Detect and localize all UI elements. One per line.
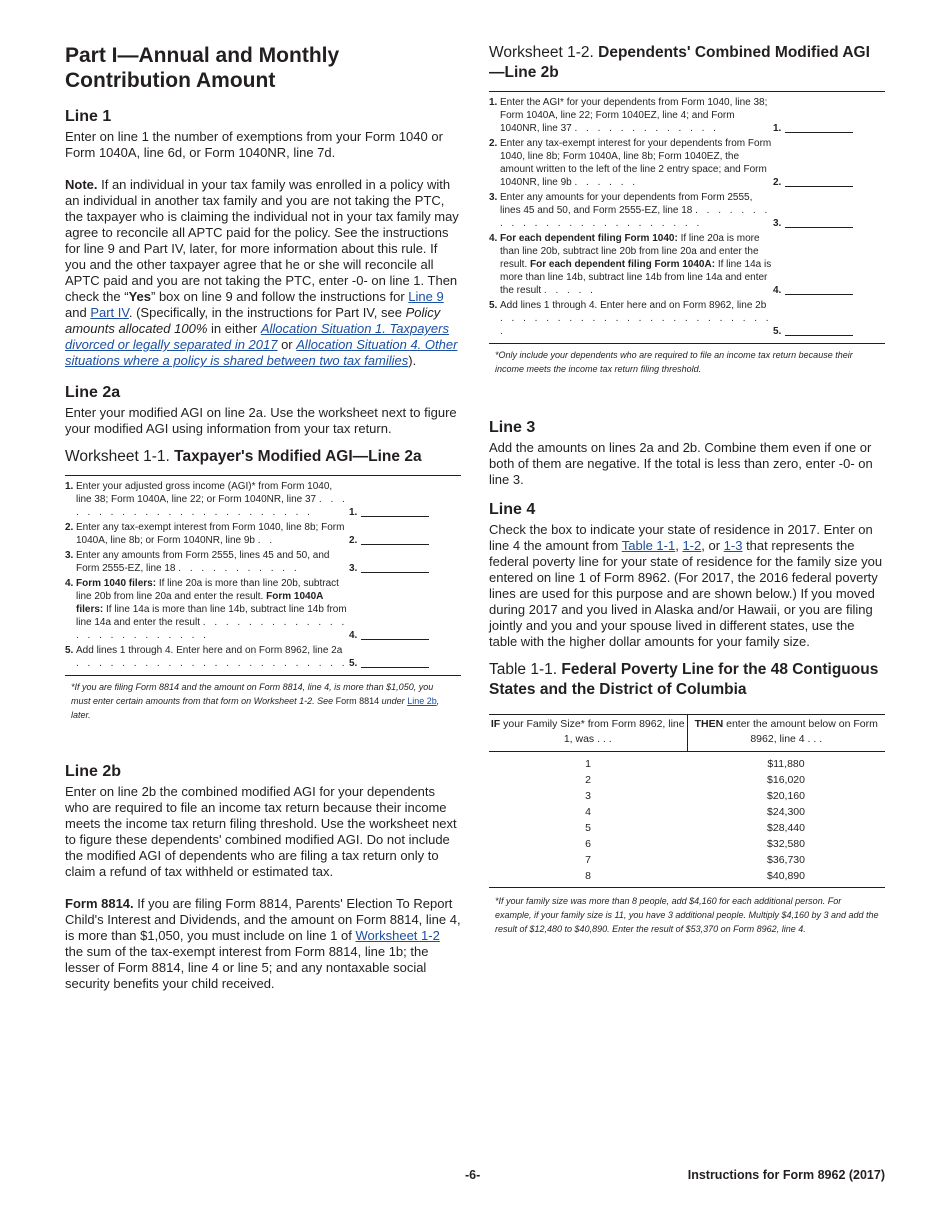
ws11-row-1 (65, 480, 461, 519)
family-size-cell: 4 (585, 806, 591, 818)
tbl-title-plain: Table 1-1. (489, 661, 562, 678)
header-text: your Family Size* from Form 8962, line 1, was . . . (500, 718, 685, 745)
ws-line-num: 4. (773, 285, 782, 296)
note-text: in either (207, 321, 261, 336)
note-text: and (65, 305, 91, 320)
line2a-heading: Line 2a (65, 384, 121, 401)
line1-note (65, 177, 461, 369)
amount-cell: $36,730 (767, 854, 805, 866)
left-column (65, 40, 461, 992)
ws12-row-1 (489, 96, 885, 135)
ws-text (500, 299, 773, 338)
ws12-line2-input[interactable] (785, 176, 853, 187)
ws-text (76, 549, 349, 575)
line2b-text: Enter on line 2b the combined modified AGI for your dependents who are required to file an income tax return because their income meets the income tax return filing threshold. Use the worksheet next to figure these dependents' combined modified AGI. Do not include the modified AGI of dependents who are filing a tax return only to claim a refund of tax withheld or estimated tax. (65, 784, 457, 879)
ws12-row-5 (489, 299, 885, 338)
note-text: or (277, 337, 297, 352)
form8814-text (65, 896, 461, 992)
ws-dots: . . . . . . . . . . . . . . . . . . . . . . . . . (500, 205, 771, 229)
table-1-3-link[interactable]: 1-3 (723, 538, 743, 553)
form8814-label: Form 8814. (65, 896, 134, 911)
family-size-cell: 3 (585, 790, 591, 802)
ws11-line3-input[interactable] (361, 562, 429, 573)
table-row (489, 868, 885, 888)
ws-text-body: Enter the AGI* for your dependents from Form 1040, line 38; Form 1040A, line 22; Form 1040EZ, line 4; and Form 1040NR, line 37 (500, 97, 768, 134)
amount-cell: $11,880 (767, 758, 805, 770)
worksheet-1-2-link[interactable]: Worksheet 1-2 (355, 928, 440, 943)
ws-dots: . . . . . . . . . . . . . . . . . . . . . . . . . (500, 313, 772, 337)
ws-text-body: Enter any amounts from Form 2555, lines 45 and 50, and Form 2555-EZ, line 18 (76, 550, 330, 574)
ws-line-num: 1. (349, 507, 358, 518)
ws-num: 1. (489, 97, 498, 108)
amount-cell: $16,020 (767, 774, 805, 786)
worksheet-1-1 (65, 475, 461, 676)
line4-body: that represents the federal poverty line for your state of residence for the family size you entered on line 1 of Form 8962. (For 2017, the 2016 federal poverty lines are used for this purpose and are shown below.) If you moved during 2017 and you lived in Alaska and/or Hawaii, or you are filing jointly and you and your spouse lived in different states, use the table with the higher dollar amounts for your family size. (489, 538, 883, 649)
note-label: Note. (65, 177, 98, 192)
ws-text-body: If line 20a is more than line 20b, subtract line 20b from line 20a and enter the result. (76, 578, 339, 602)
ws-text (500, 137, 773, 189)
line4-body: , (675, 538, 683, 553)
table-body (489, 752, 885, 888)
line1-heading: Line 1 (65, 108, 112, 125)
table-row (489, 788, 885, 804)
ws-dots: . . . . . (543, 285, 596, 296)
page-number: -6- (465, 1168, 481, 1182)
part4-link[interactable]: Part IV (90, 305, 129, 320)
table-1-1-title (489, 660, 885, 700)
ws-line-num: 5. (773, 326, 782, 337)
line9-link[interactable]: Line 9 (408, 289, 444, 304)
ws-text-body: Add lines 1 through 4. Enter here and on Form 8962, line 2b (500, 300, 767, 311)
worksheet-1-1-footnote (71, 680, 455, 722)
note-text: ” box on line 9 and follow the instructions for (151, 289, 409, 304)
ws-text (500, 191, 773, 230)
ws-text (76, 521, 349, 547)
amount-cell: $40,890 (687, 868, 885, 888)
policy-amounts-ref: Policy amounts allocated 100% (65, 305, 441, 336)
line4-text (489, 522, 885, 650)
ws-num: 5. (65, 645, 74, 656)
amount-cell: $28,440 (767, 822, 805, 834)
note-text: ). (408, 353, 417, 368)
ws-text (500, 96, 773, 135)
foot-text: under (379, 696, 408, 706)
ws-title-plain: Worksheet 1-2. (489, 44, 599, 61)
ws11-row-3 (65, 549, 461, 575)
amount-cell: $20,160 (767, 790, 805, 802)
ws-bold: For each dependent filing Form 1040A: (530, 259, 716, 270)
worksheet-1-1-title (65, 447, 461, 467)
header-bold: THEN (694, 718, 724, 730)
line2b-heading: Line 2b (65, 763, 122, 780)
worksheet-1-2-title (489, 43, 885, 83)
ws-text (76, 577, 349, 642)
family-size-cell: 7 (585, 854, 591, 866)
part-title: Part I—Annual and Monthly Contribution Amount (65, 44, 340, 92)
ws-text-body: Enter any tax-exempt interest from Form 1040, line 8b; Form 1040A, line 8b; or Form 1040NR, line 9b (76, 522, 345, 546)
table-1-2-link[interactable]: 1-2 (682, 538, 702, 553)
yes-label: Yes (128, 289, 152, 304)
ws-dots: . . . . . . . . . . . . . . . . . . . . . . . . (76, 658, 348, 669)
note-text: If an individual in your tax family was enrolled in a policy with an individual in another tax family and you are not taking the PTC, the taxpayer who is claiming the individual not in your tax family may agree to reconcile all APTC paid for the policy. See the instructions for line 9 and Part IV, later, for more information about this rule. If you and the other taxpayer agree that he or she will reconcile all APTC paid and you are not taking the PTC, enter -0- on line 1. Then check the “ (65, 177, 459, 304)
ws-bold: For each dependent filing Form 1040: (500, 233, 678, 244)
ws-dots: . . . . . . . . . . . . . . . . . . . . . . . . (76, 494, 348, 518)
family-size-cell: 8 (489, 868, 687, 888)
line3-text: Add the amounts on lines 2a and 2b. Combine them even if one or both of them are negative. If the total is less than zero, enter -0- on line 3. (489, 440, 873, 487)
right-column (489, 40, 885, 936)
ws-num: 2. (489, 138, 498, 149)
foot-text: Form 8814 (335, 696, 380, 706)
family-size-cell: 5 (585, 822, 591, 834)
note-text: . (Specifically, in the instructions for Part IV, see (128, 305, 406, 320)
line4-heading: Line 4 (489, 501, 536, 518)
ws-text-body: If line 14a is more than line 14b, subtract line 14b from line 14a and enter the result (76, 604, 347, 628)
ws11-line4-input[interactable] (361, 629, 429, 640)
ws-text (76, 644, 349, 670)
table-row (489, 836, 885, 852)
ws-text-body: Enter any amounts for your dependents from Form 2555, lines 45 and 50, and Form 2555-EZ, line 18 (500, 192, 753, 216)
ws12-line4-input[interactable] (785, 284, 853, 295)
header-text: enter the amount below on Form 8962, line 4 . . . (723, 718, 878, 745)
ws12-row-3 (489, 191, 885, 230)
ws11-row-5 (65, 644, 461, 670)
ws-line-num: 5. (349, 658, 358, 669)
ws-text (500, 232, 773, 297)
amount-cell: $24,300 (767, 806, 805, 818)
family-size-cell: 1 (585, 758, 591, 770)
form8814-body: the sum of the tax-exempt interest from Form 8814, line 1b; the lesser of Form 8814, line 4 or line 5; and any nontaxable social security benefits your child received. (65, 944, 429, 991)
amount-cell: $32,580 (767, 838, 805, 850)
family-size-cell: 6 (585, 838, 591, 850)
ws-num: 3. (65, 550, 74, 561)
ws-text-body: Add lines 1 through 4. Enter here and on Form 8962, line 2a (76, 645, 343, 656)
form8814-body: If you are filing Form 8814, Parents' Election To Report Child's Interest and Dividends, and the amount on Form 8814, line 4, is more than $1,050, you must include on line 1 of (65, 896, 461, 943)
ws-text-body: Enter your adjusted gross income (AGI)* from Form 1040, line 38; Form 1040A, line 22; or Form 1040NR, line 37 (76, 481, 333, 505)
line1-text: Enter on line 1 the number of exemptions from your Form 1040 or Form 1040A, line 6d, or Form 1040NR, line 7d. (65, 129, 443, 160)
line4-body: , or (701, 538, 724, 553)
ws-text-body: If line 14a is more than line 14b, subtract line 14b from line 14a and enter the result (500, 259, 772, 296)
header-bold: IF (490, 718, 501, 730)
ws11-line5-input[interactable] (361, 657, 429, 668)
line4-body: Check the box to indicate your state of residence in 2017. Enter on line 4 the amount from (489, 522, 873, 553)
document-name: Instructions for Form 8962 (2017) (687, 1168, 885, 1182)
family-size-header (489, 715, 687, 752)
ws-title-bold: Dependents' Combined Modified AGI—Line 2b (489, 44, 870, 81)
ws12-line3-input[interactable] (785, 217, 853, 228)
ws-title-bold: Taxpayer's Modified AGI—Line 2a (174, 448, 422, 465)
foot-text: , later. (71, 696, 440, 720)
ws-bold: Form 1040 filers: (76, 578, 157, 589)
ws-num: 2. (65, 522, 74, 533)
foot-text: *If you are filing Form 8814 and the amount on Form 8814, line 4, is more than $1,050, you must enter certain amounts from that form on Worksheet 1-2. See (71, 682, 434, 706)
ws12-row-2 (489, 137, 885, 189)
ws-num: 1. (65, 481, 74, 492)
table-header-row (489, 715, 885, 752)
worksheet-1-2 (489, 91, 885, 344)
ws-line-num: 2. (773, 177, 782, 188)
ws-line-num: 3. (773, 218, 782, 229)
amount-header (687, 715, 885, 752)
table-row (489, 752, 885, 773)
line2a-text: Enter your modified AGI on line 2a. Use the worksheet next to figure your modified AGI using information from your tax return. (65, 405, 457, 436)
table-row (489, 804, 885, 820)
ws-bold: Form 1040A filers: (76, 591, 323, 615)
ws11-line2-input[interactable] (361, 534, 429, 545)
tbl-title-bold: Federal Poverty Line for the 48 Contiguous States and the District of Columbia (489, 661, 879, 698)
allocation1-link[interactable]: Allocation Situation 1. Taxpayers divorced or legally separated in 2017 (65, 321, 449, 352)
ws-num: 5. (489, 300, 498, 311)
ws12-line1-input[interactable] (785, 122, 853, 133)
table-row (489, 820, 885, 836)
ws-line-num: 3. (349, 563, 358, 574)
ws-num: 3. (489, 192, 498, 203)
ws12-row-4 (489, 232, 885, 297)
ws-dots: . . . . . . . . . . . . . (574, 123, 719, 134)
ws-num: 4. (489, 233, 498, 244)
line2b-link[interactable]: Line 2b (407, 696, 437, 706)
ws-dots: . . . . . . (574, 177, 639, 188)
ws11-row-2 (65, 521, 461, 547)
ws-line-num: 4. (349, 630, 358, 641)
line3-heading: Line 3 (489, 419, 536, 436)
ws11-row-4 (65, 577, 461, 642)
ws-line-num: 2. (349, 535, 358, 546)
ws-title-plain: Worksheet 1-1. (65, 448, 175, 465)
ws12-line5-input[interactable] (785, 325, 853, 336)
table-1-1-link[interactable]: Table 1-1 (621, 538, 676, 553)
ws-dots: . . . . . . . . . . . (178, 563, 300, 574)
ws-num: 4. (65, 578, 74, 589)
ws-dots: . . (257, 535, 276, 546)
ws-text (76, 480, 349, 519)
worksheet-1-2-footnote: *Only include your dependents who are required to file an income tax return because their income meets the income tax return filing threshold. (495, 350, 853, 374)
family-size-cell: 2 (585, 774, 591, 786)
ws-line-num: 1. (773, 123, 782, 134)
table-row (489, 852, 885, 868)
table-row (489, 772, 885, 788)
ws-text-body: Enter any tax-exempt interest for your dependents from Form 1040, line 8b; Form 1040A, line 8b; Form 1040EZ, the amount written to the left of the line 2 entry space; and Form 1040NR, line 9b (500, 138, 772, 188)
ws-dots: . . . . . . . . . . . . . . . . . . . . . . . . . (76, 617, 348, 641)
ws11-line1-input[interactable] (361, 506, 429, 517)
poverty-line-table (489, 714, 885, 888)
ws-text-body: If line 20a is more than line 20b, subtract line 20b from line 20a and enter the result. (500, 233, 760, 270)
allocation4-link[interactable]: Allocation Situation 4. Other situations where a policy is shared between two tax families (65, 337, 458, 368)
table-1-1-footnote: *If your family size was more than 8 people, add $4,160 for each additional person. For example, if your family size is 11, you have 3 additional people. Multiply $4,160 by 3 and add the result of $12,480 to $40,890. Enter the result of $53,370 on Form 8962, line 4. (495, 896, 879, 934)
